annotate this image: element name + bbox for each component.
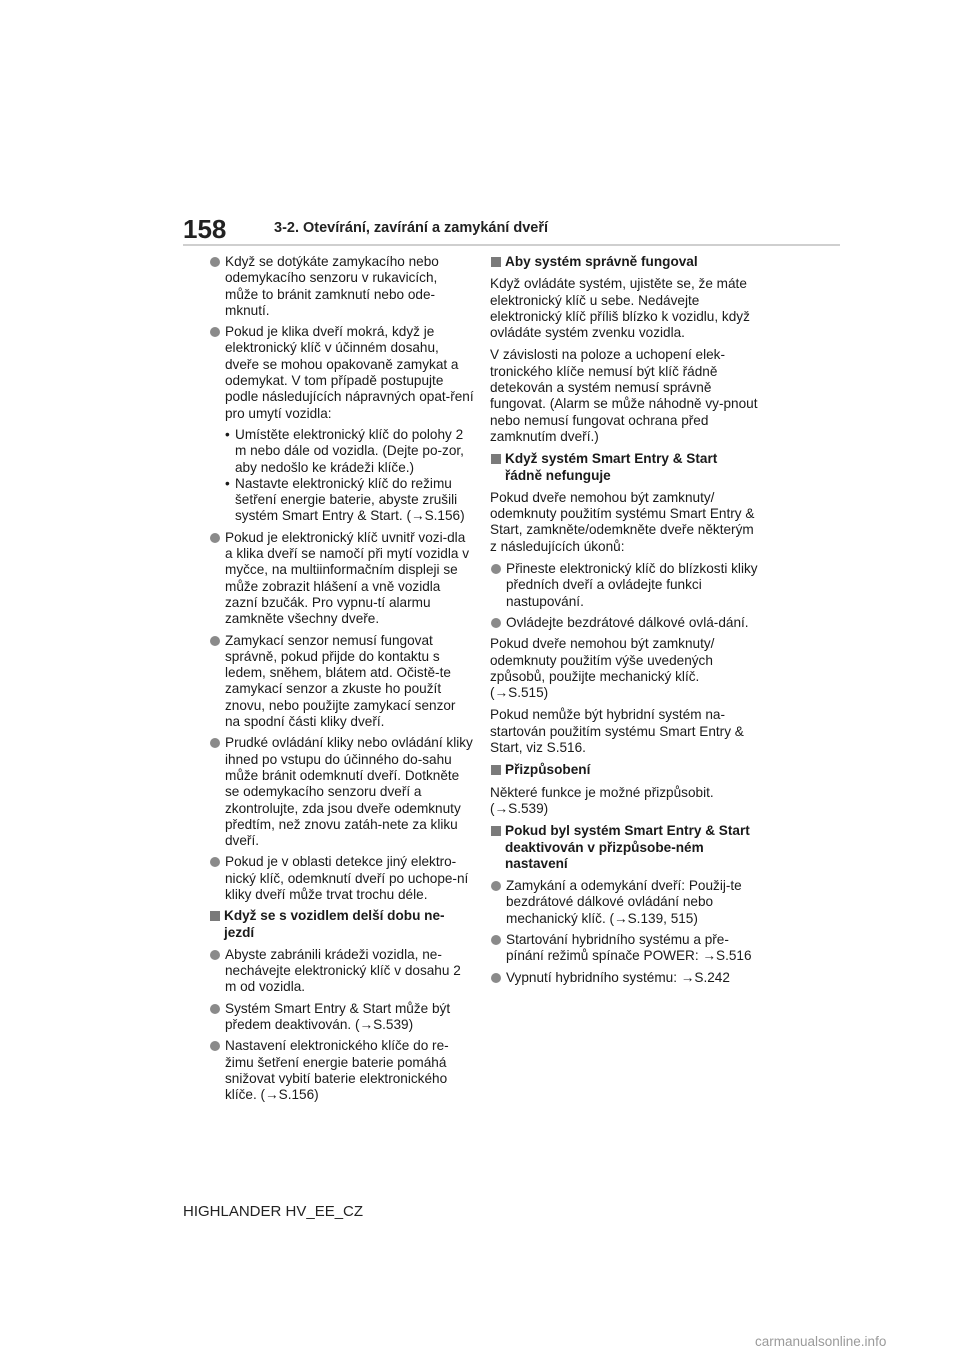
list-item xyxy=(209,530,474,628)
subsection-heading xyxy=(490,762,758,778)
list-item-text: Systém Smart Entry & Start může být předem deaktivován. (→S.539) xyxy=(225,1000,451,1033)
subsection-heading xyxy=(490,254,758,270)
list-item-text: Pokud je elektronický klíč uvnitř vozi-dla a klika dveří se namočí při mytí vozidla v myčce, na multiinformačním displeji se může zobrazit hlášení a vně vozidla zazní bzučák. Pro vypnu-tí alarmu zamkněte všechny dveře. xyxy=(225,529,470,627)
list-item xyxy=(209,324,474,422)
list-item xyxy=(490,878,758,927)
left-column xyxy=(209,254,474,1109)
bullet-dot-icon xyxy=(210,327,220,337)
bullet-dot-icon xyxy=(210,857,220,867)
bullet-dot-icon xyxy=(491,881,501,891)
list-item-text: Pokud je klika dveří mokrá, když je elektronický klíč v účinném dosahu, dveře se mohou opakovaně zamykat a odemykat. V tom případě postupujte podle následujících nápravných opat-ření pro umytí vozidla: xyxy=(225,324,474,421)
list-item xyxy=(209,254,474,319)
square-marker-icon xyxy=(491,454,501,464)
bullet-dot-icon xyxy=(210,1004,220,1014)
sub-list-item-text: Nastavte elektronický klíč do režimu šetření energie baterie, abyste zrušili systém Smart Entry & Start. (→S.156) xyxy=(235,475,465,524)
list-item xyxy=(209,1001,474,1034)
paragraph: Pokud nemůže být hybridní systém na-startován použitím systému Smart Entry & Start, viz S.516. xyxy=(490,707,744,756)
sub-list-item xyxy=(209,476,474,525)
list-item-text: Ovládejte bezdrátové dálkové ovlá-dání. xyxy=(506,614,749,630)
bullet-dot-icon xyxy=(491,935,501,945)
list-item-text: Nastavení elektronického klíče do re-žimu šetření energie baterie pomáhá snižovat vybití baterie elektronického klíče. (→S.156) xyxy=(225,1038,449,1103)
subsection-heading-text: Přizpůsobení xyxy=(505,762,591,778)
watermark-text: carmanualsonline.info xyxy=(755,1334,887,1349)
list-item-text: Vypnutí hybridního systému: →S.242 xyxy=(506,969,730,985)
list-item-text: Prudké ovládání kliky nebo ovládání kliky ihned po vstupu do účinného do-sahu může bránit odemknutí dveří. Dotkněte se odemykacího senzoru dveří a zkontrolujte, zda jsou dveře odemknuty předtím, než znovu zatáh-nete za kliku dveří. xyxy=(225,735,473,849)
list-item xyxy=(490,932,758,965)
list-item-text: Abyste zabránili krádeži vozidla, ne-nechávejte elektronický klíč v dosahu 2 m od vozidla. xyxy=(225,946,461,995)
bullet-dot-icon xyxy=(491,564,501,574)
list-item-text: Když se dotýkáte zamykacího nebo odemykacího senzoru v rukavicích, může to bránit zamknutí nebo ode-mknutí. xyxy=(225,254,439,318)
square-marker-icon xyxy=(491,826,501,836)
bullet-dot-icon xyxy=(210,1041,220,1051)
bullet-dot-icon xyxy=(210,257,220,267)
bullet-dot-icon xyxy=(491,973,501,983)
paragraph: Pokud dveře nemohou být zamknuty/ odemknuty použitím výše uvedených způsobů, použijte mechanický klíč. (→S.515) xyxy=(490,636,715,701)
page-number: 158 xyxy=(183,214,227,244)
bullet-dot-icon xyxy=(210,636,220,646)
square-marker-icon xyxy=(491,765,501,775)
subsection-heading-text: Pokud byl systém Smart Entry & Start deaktivován v přizpůsobe-ném nastavení xyxy=(505,823,750,871)
subsection-heading xyxy=(209,908,474,941)
sub-bullet-icon: • xyxy=(225,426,230,442)
list-item xyxy=(209,633,474,731)
sub-bullet-icon: • xyxy=(225,475,230,491)
sub-list-item xyxy=(209,427,474,476)
list-item xyxy=(490,970,758,986)
square-marker-icon xyxy=(491,257,501,267)
bullet-dot-icon xyxy=(491,618,501,628)
bullet-dot-icon xyxy=(210,533,220,543)
square-marker-icon xyxy=(210,911,220,921)
subsection-heading xyxy=(490,451,758,484)
right-column xyxy=(490,254,758,991)
bullet-dot-icon xyxy=(210,738,220,748)
footer-model-code: HIGHLANDER HV_EE_CZ xyxy=(183,1203,364,1220)
paragraph: V závislosti na poloze a uchopení elek-tronického klíče nemusí být klíč řádně detekován a systém nemusí správně fungovat. (Alarm se může náhodně vy-pnout nebo nemusí fungovat ochrana před zamknutím dveří.) xyxy=(490,347,758,444)
bullet-dot-icon xyxy=(210,950,220,960)
list-item xyxy=(490,561,758,610)
list-item-text: Zamykání a odemykání dveří: Použij-te bezdrátové dálkové ovládání nebo mechanický klíč. (→S.139, 515) xyxy=(506,878,742,926)
subsection-heading-text: Aby systém správně fungoval xyxy=(505,254,698,269)
subsection-heading-text: Když se s vozidlem delší dobu ne-jezdí xyxy=(224,908,445,940)
header-divider xyxy=(183,244,840,246)
paragraph: Některé funkce je možné přizpůsobit. (→S.539) xyxy=(490,784,714,816)
paragraph: Když ovládáte systém, ujistěte se, že máte elektronický klíč u sebe. Nedávejte elektronický klíč příliš blízko k vozidlu, když ovládáte systém zvenku vozidla. xyxy=(490,276,750,341)
sub-list-item-text: Umístěte elektronický klíč do polohy 2 m nebo dále od vozidla. (Dejte po-zor, aby nedošlo ke krádeži klíče.) xyxy=(235,426,464,475)
list-item xyxy=(209,947,474,996)
list-item-text: Pokud je v oblasti detekce jiný elektro-nický klíč, odemknutí dveří po uchope-ní kliky dveří může trvat trochu déle. xyxy=(225,854,469,902)
list-item-text: Přineste elektronický klíč do blízkosti kliky předních dveří a ovládejte funkci nastupování. xyxy=(506,561,758,609)
page-header xyxy=(0,200,960,250)
list-item-text: Startování hybridního systému a pře-pínání režimů spínače POWER: →S.516 xyxy=(506,931,752,964)
list-item-text: Zamykací senzor nemusí fungovat správně, pokud přijde do kontaktu s ledem, sněhem, blátem atd. Očistě-te zamykací senzor a zkuste ho použít znovu, nebo použijte zamykací senzor na spodní části kliky dveří. xyxy=(225,632,456,730)
section-title: 3-2. Otevírání, zavírání a zamykání dveří xyxy=(274,220,549,236)
paragraph: Pokud dveře nemohou být zamknuty/ odemknuty použitím systému Smart Entry & Start, zamkněte/odemkněte dveře některým z následujících úkonů: xyxy=(490,489,755,554)
list-item xyxy=(209,1038,474,1103)
subsection-heading xyxy=(490,823,758,872)
list-item xyxy=(209,854,474,903)
subsection-heading-text: Když systém Smart Entry & Start řádně nefunguje xyxy=(505,451,718,483)
list-item xyxy=(209,735,474,849)
list-item xyxy=(490,615,758,631)
